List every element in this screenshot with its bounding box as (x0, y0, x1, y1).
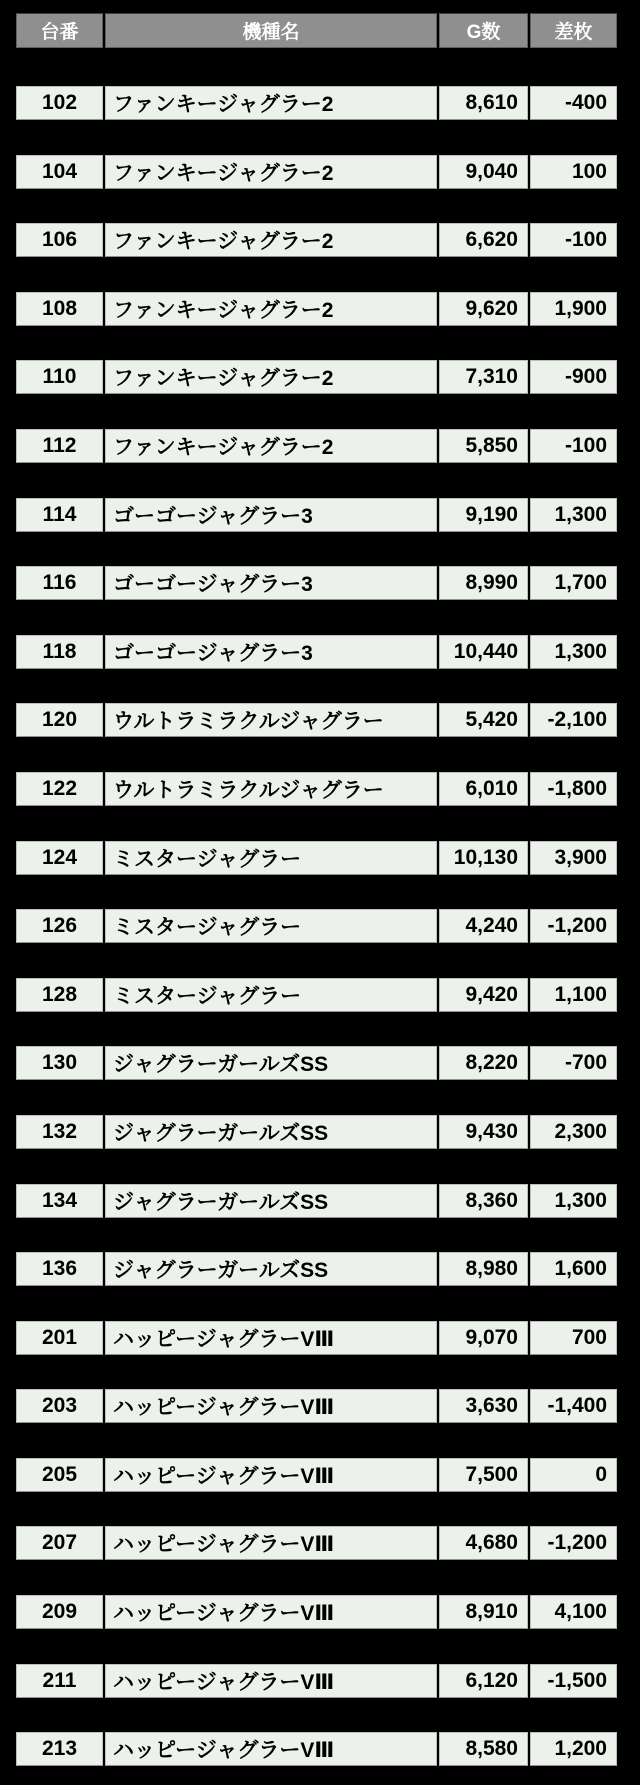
machine-number-cell: 120 (16, 703, 103, 737)
machine-number-cell: 108 (16, 292, 103, 326)
diff-medals-cell: 2,300 (530, 1115, 617, 1149)
column-header-games: G数 (439, 13, 528, 48)
diff-medals-cell: -2,100 (530, 703, 617, 737)
table-row (16, 1252, 617, 1286)
machine-number-cell: 205 (16, 1458, 103, 1492)
table-row (16, 703, 617, 737)
games-count-cell: 9,040 (439, 155, 528, 189)
table-row (16, 1732, 617, 1766)
machine-number-cell: 102 (16, 86, 103, 120)
machine-number-cell: 110 (16, 360, 103, 394)
model-name-cell: ゴーゴージャグラー3 (105, 498, 437, 532)
diff-medals-cell: -1,800 (530, 772, 617, 806)
table-row (16, 223, 617, 257)
model-name-cell: ファンキージャグラー2 (105, 223, 437, 257)
table-row (16, 1458, 617, 1492)
machine-data-table (16, 13, 617, 1766)
diff-medals-cell: 700 (530, 1321, 617, 1355)
machine-number-cell: 211 (16, 1664, 103, 1698)
machine-number-cell: 201 (16, 1321, 103, 1355)
machine-number-cell: 213 (16, 1732, 103, 1766)
games-count-cell: 4,680 (439, 1526, 528, 1560)
machine-number-cell: 207 (16, 1526, 103, 1560)
games-count-cell: 8,910 (439, 1595, 528, 1629)
model-name-cell: ゴーゴージャグラー3 (105, 635, 437, 669)
table-row (16, 155, 617, 189)
machine-number-cell: 209 (16, 1595, 103, 1629)
diff-medals-cell: -1,400 (530, 1389, 617, 1423)
table-row (16, 1526, 617, 1560)
games-count-cell: 9,190 (439, 498, 528, 532)
diff-medals-cell: 1,300 (530, 635, 617, 669)
model-name-cell: ファンキージャグラー2 (105, 429, 437, 463)
games-count-cell: 10,440 (439, 635, 528, 669)
model-name-cell: ファンキージャグラー2 (105, 155, 437, 189)
model-name-cell: ハッピージャグラーVⅢ (105, 1732, 437, 1766)
games-count-cell: 7,310 (439, 360, 528, 394)
model-name-cell: ウルトラミラクルジャグラー (105, 703, 437, 737)
machine-number-cell: 104 (16, 155, 103, 189)
games-count-cell: 5,420 (439, 703, 528, 737)
table-rows (16, 86, 617, 1766)
model-name-cell: ハッピージャグラーVⅢ (105, 1389, 437, 1423)
games-count-cell: 9,620 (439, 292, 528, 326)
table-row (16, 772, 617, 806)
model-name-cell: ハッピージャグラーVⅢ (105, 1526, 437, 1560)
table-row (16, 1321, 617, 1355)
column-header-model: 機種名 (105, 13, 437, 48)
machine-number-cell: 130 (16, 1046, 103, 1080)
model-name-cell: ミスタージャグラー (105, 841, 437, 875)
column-header-dai: 台番 (16, 13, 103, 48)
games-count-cell: 8,580 (439, 1732, 528, 1766)
diff-medals-cell: -400 (530, 86, 617, 120)
model-name-cell: ミスタージャグラー (105, 978, 437, 1012)
model-name-cell: ジャグラーガールズSS (105, 1115, 437, 1149)
model-name-cell: ファンキージャグラー2 (105, 360, 437, 394)
games-count-cell: 8,990 (439, 566, 528, 600)
games-count-cell: 10,130 (439, 841, 528, 875)
diff-medals-cell: 1,900 (530, 292, 617, 326)
table-row (16, 841, 617, 875)
table-row (16, 1046, 617, 1080)
games-count-cell: 6,620 (439, 223, 528, 257)
games-count-cell: 8,360 (439, 1184, 528, 1218)
model-name-cell: ハッピージャグラーVⅢ (105, 1321, 437, 1355)
table-row (16, 498, 617, 532)
model-name-cell: ジャグラーガールズSS (105, 1252, 437, 1286)
table-row (16, 566, 617, 600)
diff-medals-cell: 0 (530, 1458, 617, 1492)
games-count-cell: 4,240 (439, 909, 528, 943)
table-row (16, 360, 617, 394)
diff-medals-cell: 1,100 (530, 978, 617, 1012)
games-count-cell: 6,120 (439, 1664, 528, 1698)
games-count-cell: 7,500 (439, 1458, 528, 1492)
diff-medals-cell: 1,700 (530, 566, 617, 600)
machine-number-cell: 112 (16, 429, 103, 463)
diff-medals-cell: -1,200 (530, 909, 617, 943)
diff-medals-cell: -1,500 (530, 1664, 617, 1698)
model-name-cell: ゴーゴージャグラー3 (105, 566, 437, 600)
diff-medals-cell: -100 (530, 223, 617, 257)
games-count-cell: 9,070 (439, 1321, 528, 1355)
diff-medals-cell: 1,200 (530, 1732, 617, 1766)
games-count-cell: 6,010 (439, 772, 528, 806)
diff-medals-cell: -100 (530, 429, 617, 463)
diff-medals-cell: -700 (530, 1046, 617, 1080)
table-row (16, 1389, 617, 1423)
machine-number-cell: 118 (16, 635, 103, 669)
machine-number-cell: 122 (16, 772, 103, 806)
table-header-row (16, 13, 617, 48)
table-row (16, 429, 617, 463)
table-row (16, 1115, 617, 1149)
machine-number-cell: 124 (16, 841, 103, 875)
model-name-cell: ハッピージャグラーVⅢ (105, 1664, 437, 1698)
model-name-cell: ウルトラミラクルジャグラー (105, 772, 437, 806)
diff-medals-cell: 4,100 (530, 1595, 617, 1629)
machine-number-cell: 132 (16, 1115, 103, 1149)
machine-number-cell: 134 (16, 1184, 103, 1218)
games-count-cell: 9,420 (439, 978, 528, 1012)
diff-medals-cell: 3,900 (530, 841, 617, 875)
games-count-cell: 8,220 (439, 1046, 528, 1080)
model-name-cell: ハッピージャグラーVⅢ (105, 1458, 437, 1492)
diff-medals-cell: 1,300 (530, 498, 617, 532)
diff-medals-cell: 1,300 (530, 1184, 617, 1218)
table-row (16, 978, 617, 1012)
machine-number-cell: 114 (16, 498, 103, 532)
machine-number-cell: 126 (16, 909, 103, 943)
machine-number-cell: 106 (16, 223, 103, 257)
diff-medals-cell: -1,200 (530, 1526, 617, 1560)
games-count-cell: 5,850 (439, 429, 528, 463)
machine-number-cell: 116 (16, 566, 103, 600)
table-row (16, 909, 617, 943)
games-count-cell: 8,610 (439, 86, 528, 120)
diff-medals-cell: 1,600 (530, 1252, 617, 1286)
machine-number-cell: 128 (16, 978, 103, 1012)
games-count-cell: 9,430 (439, 1115, 528, 1149)
model-name-cell: ファンキージャグラー2 (105, 292, 437, 326)
table-row (16, 1184, 617, 1218)
model-name-cell: ミスタージャグラー (105, 909, 437, 943)
diff-medals-cell: 100 (530, 155, 617, 189)
model-name-cell: ジャグラーガールズSS (105, 1184, 437, 1218)
table-row (16, 1664, 617, 1698)
machine-number-cell: 136 (16, 1252, 103, 1286)
table-row (16, 86, 617, 120)
model-name-cell: ファンキージャグラー2 (105, 86, 437, 120)
model-name-cell: ハッピージャグラーVⅢ (105, 1595, 437, 1629)
games-count-cell: 3,630 (439, 1389, 528, 1423)
machine-number-cell: 203 (16, 1389, 103, 1423)
games-count-cell: 8,980 (439, 1252, 528, 1286)
table-row (16, 292, 617, 326)
table-row (16, 1595, 617, 1629)
column-header-diff: 差枚 (530, 13, 617, 48)
diff-medals-cell: -900 (530, 360, 617, 394)
model-name-cell: ジャグラーガールズSS (105, 1046, 437, 1080)
table-row (16, 635, 617, 669)
